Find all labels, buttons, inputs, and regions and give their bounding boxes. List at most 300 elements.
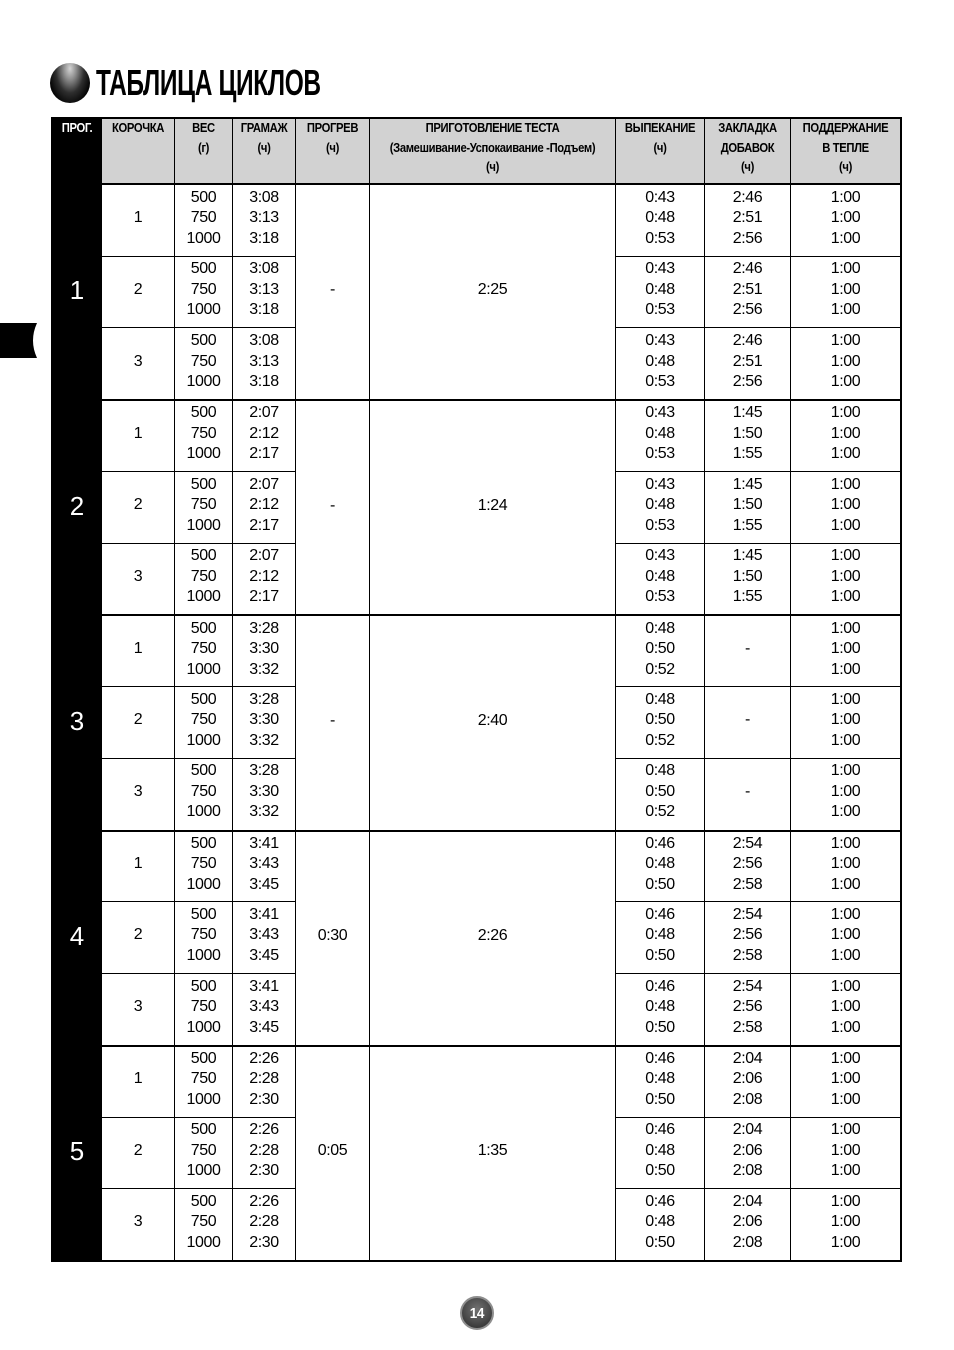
total-time-value: 3:32 bbox=[249, 803, 279, 821]
crust-value: 3 bbox=[133, 567, 143, 585]
crust-cell bbox=[102, 1189, 174, 1260]
keep-warm-value: 1:00 bbox=[830, 875, 861, 893]
total-time-cell bbox=[233, 902, 295, 973]
weight-value: 750 bbox=[190, 567, 217, 585]
keep-warm-value: 1:00 bbox=[830, 352, 861, 370]
crust-cell bbox=[102, 902, 174, 973]
keep-warm-value: 1:00 bbox=[830, 280, 861, 298]
program-cell bbox=[53, 1046, 101, 1260]
weight-value: 500 bbox=[190, 260, 217, 278]
total-time-cell bbox=[233, 615, 295, 686]
total-time-value: 3:13 bbox=[249, 209, 279, 227]
weight-cell bbox=[175, 974, 232, 1045]
total-time-cell bbox=[233, 328, 295, 399]
bake-value: 0:46 bbox=[645, 834, 675, 852]
header-cell-keep-warm bbox=[791, 119, 900, 184]
header-label-preheat bbox=[300, 119, 366, 158]
program-cell bbox=[53, 831, 101, 1045]
total-time-cell bbox=[233, 472, 295, 543]
header-line: (ч) bbox=[257, 140, 271, 155]
bake-value: 0:50 bbox=[645, 1018, 675, 1036]
total-time-cell bbox=[233, 831, 295, 902]
bake-value: 0:48 bbox=[645, 619, 675, 637]
preheat-value: - bbox=[330, 280, 335, 298]
bake-value: 0:43 bbox=[645, 332, 675, 350]
header-line: (ч) bbox=[486, 160, 499, 174]
cycle-table bbox=[51, 117, 902, 1262]
bake-value: 0:48 bbox=[645, 424, 675, 442]
keep-warm-value: 1:00 bbox=[830, 998, 861, 1016]
crust-value: 2 bbox=[133, 926, 143, 944]
bake-cell bbox=[616, 831, 704, 902]
total-time-value: 2:26 bbox=[249, 1192, 279, 1210]
header-line: В ТЕПЛЕ bbox=[822, 140, 869, 155]
program-number: 4 bbox=[69, 921, 85, 952]
bake-value: 0:43 bbox=[645, 475, 675, 493]
keep-warm-value: 1:00 bbox=[830, 424, 861, 442]
total-time-cell bbox=[233, 974, 295, 1045]
add-ingredients-value: 2:56 bbox=[732, 301, 763, 319]
header-cell-total-time bbox=[233, 119, 295, 184]
total-time-value: 3:13 bbox=[249, 280, 279, 298]
bake-value: 0:53 bbox=[645, 588, 675, 606]
bake-value: 0:48 bbox=[645, 690, 675, 708]
total-time-value: 2:17 bbox=[249, 588, 279, 606]
header-label-bake bbox=[620, 119, 699, 158]
weight-cell bbox=[175, 472, 232, 543]
add-ingredients-value: 2:54 bbox=[732, 977, 763, 995]
keep-warm-value: 1:00 bbox=[830, 1192, 861, 1210]
total-time-value: 3:30 bbox=[249, 640, 279, 657]
bake-cell bbox=[616, 257, 704, 328]
add-ingredients-cell bbox=[705, 185, 790, 256]
crust-cell bbox=[102, 472, 174, 543]
bake-cell bbox=[616, 687, 704, 758]
bake-value: 0:52 bbox=[645, 803, 675, 821]
total-time-value: 3:08 bbox=[249, 332, 279, 350]
page-number-badge bbox=[460, 1296, 494, 1330]
keep-warm-value: 1:00 bbox=[830, 496, 861, 514]
total-time-value: 2:30 bbox=[249, 1162, 279, 1180]
add-ingredients-cell bbox=[705, 687, 790, 758]
crust-value: 2 bbox=[133, 280, 143, 298]
weight-value: 750 bbox=[190, 1213, 217, 1231]
total-time-value: 2:28 bbox=[249, 1141, 279, 1159]
add-ingredients-value: 2:08 bbox=[732, 1162, 763, 1180]
bake-cell bbox=[616, 472, 704, 543]
total-time-value: 3:18 bbox=[249, 229, 279, 247]
crust-cell bbox=[102, 257, 174, 328]
dough-cell bbox=[370, 831, 615, 1045]
keep-warm-cell bbox=[791, 185, 900, 256]
weight-value: 750 bbox=[190, 640, 217, 657]
header-line: (ч) bbox=[653, 140, 667, 155]
add-ingredients-cell bbox=[705, 974, 790, 1045]
add-ingredients-cell bbox=[705, 1118, 790, 1189]
keep-warm-value: 1:00 bbox=[830, 782, 861, 800]
program-cell bbox=[53, 185, 101, 399]
keep-warm-cell bbox=[791, 831, 900, 902]
crust-cell bbox=[102, 759, 174, 830]
header-line: ПРИГОТОВЛЕНИЕ ТЕСТА bbox=[425, 121, 560, 135]
bake-value: 0:48 bbox=[645, 496, 675, 514]
bake-value: 0:43 bbox=[645, 188, 675, 206]
keep-warm-value: 1:00 bbox=[830, 516, 861, 534]
bake-value: 0:43 bbox=[645, 260, 675, 278]
weight-value: 500 bbox=[190, 619, 217, 637]
bake-value: 0:50 bbox=[645, 711, 675, 729]
header-line: ПОДДЕРЖАНИЕ bbox=[802, 121, 889, 135]
weight-value: 500 bbox=[190, 332, 217, 350]
keep-warm-cell bbox=[791, 257, 900, 328]
dough-value: 2:40 bbox=[477, 711, 508, 729]
total-time-value: 2:17 bbox=[249, 516, 279, 534]
crust-value: 1 bbox=[133, 1070, 143, 1088]
keep-warm-value: 1:00 bbox=[830, 977, 861, 995]
bake-value: 0:48 bbox=[645, 352, 675, 370]
header-label-total-time bbox=[236, 119, 292, 158]
section-tab-icon bbox=[0, 323, 37, 358]
preheat-cell bbox=[296, 831, 369, 1045]
weight-value: 1000 bbox=[186, 301, 221, 319]
keep-warm-value: 1:00 bbox=[830, 188, 861, 206]
total-time-value: 3:08 bbox=[249, 188, 279, 206]
weight-value: 1000 bbox=[186, 229, 221, 247]
add-ingredients-value: 2:04 bbox=[732, 1049, 763, 1067]
keep-warm-value: 1:00 bbox=[830, 640, 861, 657]
add-ingredients-value: 1:55 bbox=[732, 588, 763, 606]
keep-warm-value: 1:00 bbox=[830, 1162, 861, 1180]
weight-cell bbox=[175, 902, 232, 973]
add-ingredients-cell bbox=[705, 1046, 790, 1117]
keep-warm-cell bbox=[791, 1046, 900, 1117]
header-label-prog bbox=[55, 119, 98, 139]
total-time-cell bbox=[233, 400, 295, 471]
weight-value: 750 bbox=[190, 209, 217, 227]
total-time-value: 3:43 bbox=[249, 855, 279, 873]
add-ingredients-cell bbox=[705, 615, 790, 686]
total-time-value: 3:08 bbox=[249, 260, 279, 278]
add-ingredients-cell bbox=[705, 831, 790, 902]
keep-warm-cell bbox=[791, 615, 900, 686]
preheat-cell bbox=[296, 1046, 369, 1260]
total-time-value: 2:28 bbox=[249, 1213, 279, 1231]
weight-value: 750 bbox=[190, 782, 217, 800]
add-ingredients-cell bbox=[705, 257, 790, 328]
add-ingredients-value: 2:04 bbox=[732, 1192, 763, 1210]
bake-value: 0:46 bbox=[645, 1121, 675, 1139]
program-number: 5 bbox=[69, 1136, 85, 1167]
sphere-bullet-icon bbox=[50, 63, 90, 103]
total-time-cell bbox=[233, 257, 295, 328]
crust-cell bbox=[102, 328, 174, 399]
crust-cell bbox=[102, 1046, 174, 1117]
weight-cell bbox=[175, 687, 232, 758]
keep-warm-value: 1:00 bbox=[830, 404, 861, 422]
weight-cell bbox=[175, 544, 232, 615]
keep-warm-value: 1:00 bbox=[830, 660, 861, 678]
dough-cell bbox=[370, 615, 615, 829]
total-time-value: 2:12 bbox=[249, 424, 279, 442]
weight-cell bbox=[175, 831, 232, 902]
keep-warm-value: 1:00 bbox=[830, 946, 861, 964]
keep-warm-value: 1:00 bbox=[830, 1141, 861, 1159]
total-time-value: 3:43 bbox=[249, 926, 279, 944]
program-number: 1 bbox=[69, 275, 85, 306]
keep-warm-value: 1:00 bbox=[830, 373, 861, 391]
total-time-value: 2:30 bbox=[249, 1233, 279, 1251]
bake-value: 0:48 bbox=[645, 762, 675, 780]
header-line: ПРОГРЕВ bbox=[306, 121, 359, 135]
weight-value: 500 bbox=[190, 690, 217, 708]
bake-value: 0:50 bbox=[645, 640, 675, 657]
keep-warm-value: 1:00 bbox=[830, 260, 861, 278]
weight-value: 500 bbox=[190, 762, 217, 780]
bake-value: 0:52 bbox=[645, 731, 675, 749]
weight-value: 750 bbox=[190, 424, 217, 442]
weight-value: 1000 bbox=[186, 1162, 221, 1180]
weight-cell bbox=[175, 1189, 232, 1260]
weight-value: 1000 bbox=[186, 445, 221, 463]
crust-cell bbox=[102, 831, 174, 902]
weight-value: 500 bbox=[190, 404, 217, 422]
crust-cell bbox=[102, 1118, 174, 1189]
keep-warm-cell bbox=[791, 687, 900, 758]
total-time-value: 2:12 bbox=[249, 567, 279, 585]
weight-cell bbox=[175, 328, 232, 399]
add-ingredients-value: 1:50 bbox=[732, 424, 763, 442]
add-ingredients-value: 2:08 bbox=[732, 1090, 763, 1108]
weight-value: 1000 bbox=[186, 875, 221, 893]
bake-value: 0:50 bbox=[645, 946, 675, 964]
total-time-value: 2:17 bbox=[249, 445, 279, 463]
page-title: ТАБЛИЦА ЦИКЛОВ bbox=[96, 62, 321, 103]
keep-warm-value: 1:00 bbox=[830, 762, 861, 780]
preheat-value: - bbox=[330, 496, 335, 514]
bake-value: 0:48 bbox=[645, 209, 675, 227]
weight-value: 1000 bbox=[186, 731, 221, 749]
keep-warm-value: 1:00 bbox=[830, 209, 861, 227]
weight-value: 1000 bbox=[186, 1018, 221, 1036]
header-line: ДОБАВОК bbox=[720, 140, 775, 155]
header-cell-weight bbox=[175, 119, 232, 184]
dough-cell bbox=[370, 185, 615, 399]
add-ingredients-value: - bbox=[745, 711, 750, 729]
keep-warm-cell bbox=[791, 1189, 900, 1260]
add-ingredients-value: 2:51 bbox=[732, 352, 763, 370]
add-ingredients-cell bbox=[705, 544, 790, 615]
total-time-cell bbox=[233, 1189, 295, 1260]
total-time-value: 3:32 bbox=[249, 731, 279, 749]
preheat-value: 0:05 bbox=[317, 1142, 348, 1160]
total-time-value: 3:13 bbox=[249, 352, 279, 370]
bake-value: 0:48 bbox=[645, 1141, 675, 1159]
crust-cell bbox=[102, 974, 174, 1045]
weight-value: 1000 bbox=[186, 1233, 221, 1251]
weight-value: 750 bbox=[190, 855, 217, 873]
weight-value: 750 bbox=[190, 1141, 217, 1159]
crust-cell bbox=[102, 400, 174, 471]
preheat-cell bbox=[296, 185, 369, 399]
weight-cell bbox=[175, 257, 232, 328]
bake-value: 0:52 bbox=[645, 660, 675, 678]
weight-value: 750 bbox=[190, 926, 217, 944]
weight-value: 500 bbox=[190, 977, 217, 995]
bake-value: 0:48 bbox=[645, 998, 675, 1016]
add-ingredients-value: 2:46 bbox=[732, 332, 763, 350]
header-cell-prog bbox=[53, 119, 101, 184]
add-ingredients-cell bbox=[705, 328, 790, 399]
crust-value: 1 bbox=[133, 640, 143, 657]
bake-value: 0:48 bbox=[645, 926, 675, 944]
keep-warm-value: 1:00 bbox=[830, 905, 861, 923]
keep-warm-value: 1:00 bbox=[830, 1070, 861, 1088]
bake-value: 0:48 bbox=[645, 1070, 675, 1088]
add-ingredients-cell bbox=[705, 472, 790, 543]
bake-cell bbox=[616, 615, 704, 686]
weight-value: 500 bbox=[190, 188, 217, 206]
bake-value: 0:48 bbox=[645, 855, 675, 873]
crust-value: 2 bbox=[133, 496, 143, 514]
header-label-dough bbox=[382, 119, 603, 178]
weight-cell bbox=[175, 759, 232, 830]
total-time-value: 2:30 bbox=[249, 1090, 279, 1108]
program-cell bbox=[53, 400, 101, 614]
header-label-weight bbox=[178, 119, 229, 158]
keep-warm-value: 1:00 bbox=[830, 301, 861, 319]
bake-value: 0:53 bbox=[645, 516, 675, 534]
dough-value: 2:25 bbox=[477, 280, 508, 298]
program-number: 3 bbox=[69, 705, 85, 736]
crust-value: 1 bbox=[133, 855, 143, 873]
total-time-value: 3:41 bbox=[249, 905, 279, 923]
page-number: 14 bbox=[469, 1304, 485, 1322]
bake-cell bbox=[616, 328, 704, 399]
header-label-add-ingredients bbox=[709, 119, 786, 178]
header-line: (г) bbox=[197, 140, 210, 155]
total-time-value: 2:07 bbox=[249, 475, 279, 493]
keep-warm-cell bbox=[791, 974, 900, 1045]
bake-cell bbox=[616, 1189, 704, 1260]
total-time-value: 3:32 bbox=[249, 660, 279, 678]
total-time-cell bbox=[233, 185, 295, 256]
header-line: (Замешивание-Успокаивание -Подъем) bbox=[389, 140, 596, 155]
header-line: (ч) bbox=[839, 160, 852, 174]
keep-warm-value: 1:00 bbox=[830, 332, 861, 350]
keep-warm-value: 1:00 bbox=[830, 803, 861, 821]
keep-warm-cell bbox=[791, 544, 900, 615]
dough-value: 2:26 bbox=[477, 926, 508, 944]
bake-value: 0:48 bbox=[645, 280, 675, 298]
weight-cell bbox=[175, 1118, 232, 1189]
bake-cell bbox=[616, 1046, 704, 1117]
weight-value: 500 bbox=[190, 475, 217, 493]
header-line: ВЕС bbox=[192, 121, 215, 135]
total-time-value: 3:18 bbox=[249, 301, 279, 319]
header-cell-add-ingredients bbox=[705, 119, 790, 184]
add-ingredients-cell bbox=[705, 400, 790, 471]
total-time-value: 3:30 bbox=[249, 782, 279, 800]
keep-warm-value: 1:00 bbox=[830, 834, 861, 852]
keep-warm-value: 1:00 bbox=[830, 711, 861, 729]
add-ingredients-value: - bbox=[745, 640, 750, 657]
add-ingredients-value: 2:06 bbox=[732, 1070, 763, 1088]
weight-cell bbox=[175, 1046, 232, 1117]
weight-value: 1000 bbox=[186, 373, 221, 391]
preheat-value: 0:30 bbox=[317, 926, 348, 944]
total-time-value: 2:26 bbox=[249, 1121, 279, 1139]
crust-value: 3 bbox=[133, 1213, 143, 1231]
keep-warm-cell bbox=[791, 400, 900, 471]
total-time-value: 3:41 bbox=[249, 834, 279, 852]
add-ingredients-value: 2:54 bbox=[732, 834, 763, 852]
keep-warm-value: 1:00 bbox=[830, 1018, 861, 1036]
header-line: КОРОЧКА bbox=[111, 121, 165, 135]
bake-cell bbox=[616, 1118, 704, 1189]
program-cell bbox=[53, 615, 101, 829]
add-ingredients-value: 2:58 bbox=[732, 1018, 763, 1036]
weight-value: 750 bbox=[190, 998, 217, 1016]
keep-warm-value: 1:00 bbox=[830, 1233, 861, 1251]
crust-cell bbox=[102, 615, 174, 686]
crust-cell bbox=[102, 687, 174, 758]
keep-warm-value: 1:00 bbox=[830, 445, 861, 463]
bake-value: 0:50 bbox=[645, 1233, 675, 1251]
total-time-cell bbox=[233, 1118, 295, 1189]
add-ingredients-value: 2:51 bbox=[732, 209, 763, 227]
header-cell-bake bbox=[616, 119, 704, 184]
weight-value: 750 bbox=[190, 352, 217, 370]
bake-value: 0:46 bbox=[645, 1192, 675, 1210]
total-time-value: 3:28 bbox=[249, 619, 279, 637]
add-ingredients-value: 1:50 bbox=[732, 496, 763, 514]
weight-value: 1000 bbox=[186, 660, 221, 678]
keep-warm-value: 1:00 bbox=[830, 619, 861, 637]
keep-warm-value: 1:00 bbox=[830, 475, 861, 493]
total-time-value: 2:28 bbox=[249, 1070, 279, 1088]
weight-value: 1000 bbox=[186, 516, 221, 534]
add-ingredients-cell bbox=[705, 1189, 790, 1260]
bake-value: 0:43 bbox=[645, 404, 675, 422]
total-time-value: 3:30 bbox=[249, 711, 279, 729]
weight-value: 500 bbox=[190, 1192, 217, 1210]
add-ingredients-value: - bbox=[745, 782, 750, 800]
keep-warm-value: 1:00 bbox=[830, 731, 861, 749]
total-time-value: 3:18 bbox=[249, 373, 279, 391]
keep-warm-value: 1:00 bbox=[830, 588, 861, 606]
total-time-value: 3:45 bbox=[249, 875, 279, 893]
keep-warm-value: 1:00 bbox=[830, 1213, 861, 1231]
crust-value: 2 bbox=[133, 711, 143, 729]
header-line: (ч) bbox=[326, 140, 339, 155]
dough-cell bbox=[370, 1046, 615, 1260]
bake-value: 0:46 bbox=[645, 977, 675, 995]
weight-value: 750 bbox=[190, 280, 217, 298]
keep-warm-cell bbox=[791, 1118, 900, 1189]
crust-cell bbox=[102, 185, 174, 256]
add-ingredients-value: 2:54 bbox=[732, 905, 763, 923]
add-ingredients-value: 2:08 bbox=[732, 1233, 763, 1251]
header-line: (ч) bbox=[741, 160, 754, 174]
weight-value: 1000 bbox=[186, 946, 221, 964]
dough-value: 1:35 bbox=[477, 1142, 508, 1160]
bake-cell bbox=[616, 902, 704, 973]
header-cell-preheat bbox=[296, 119, 369, 184]
bake-value: 0:46 bbox=[645, 1049, 675, 1067]
bake-value: 0:48 bbox=[645, 1213, 675, 1231]
weight-value: 1000 bbox=[186, 803, 221, 821]
add-ingredients-value: 2:58 bbox=[732, 875, 763, 893]
